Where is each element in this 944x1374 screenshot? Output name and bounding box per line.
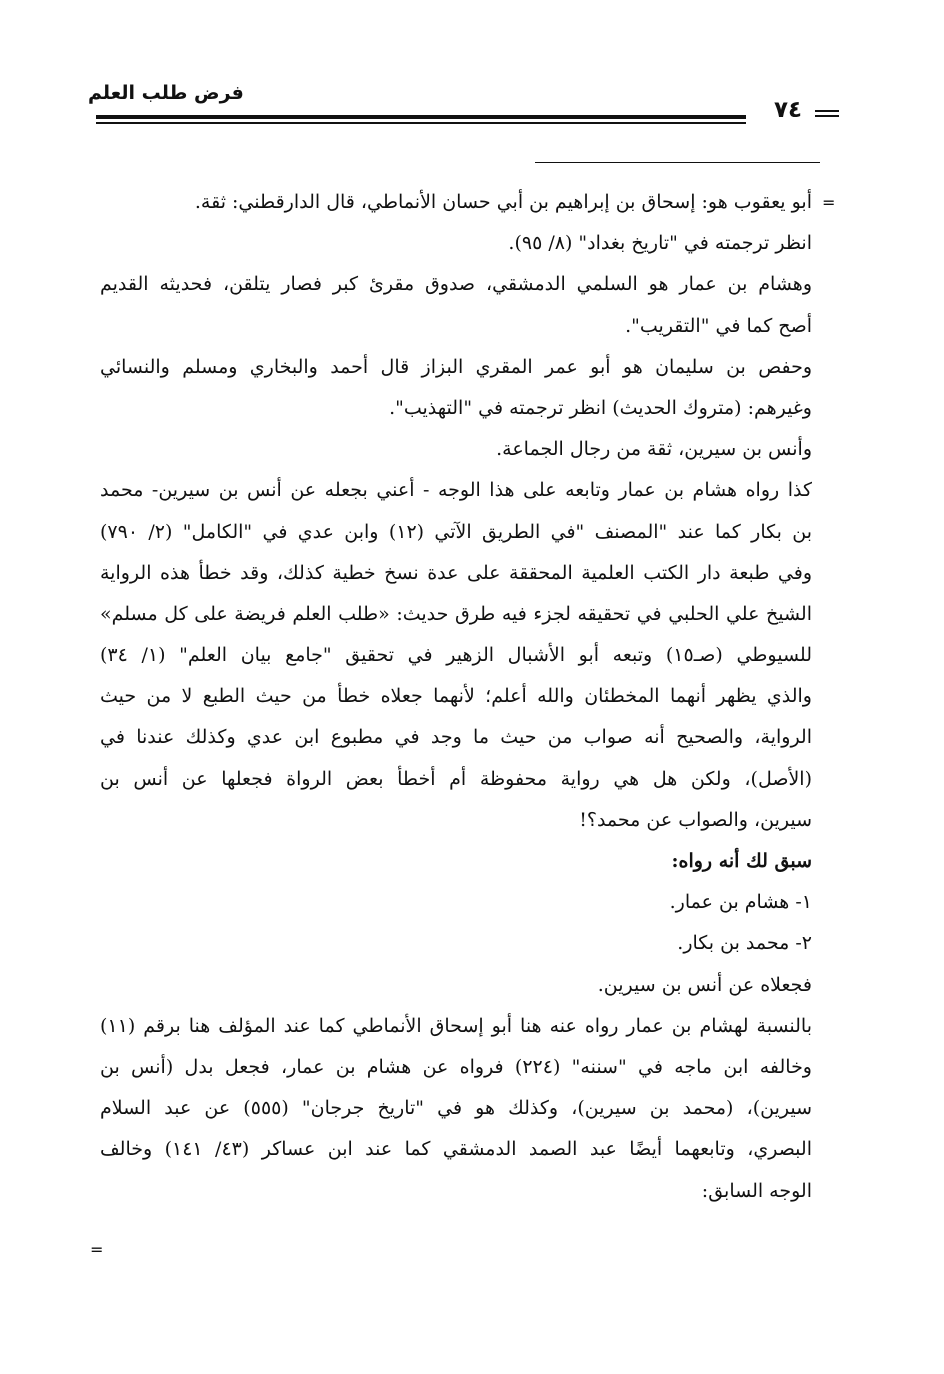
text-line: ٢- محمد بن بكار. <box>677 932 812 955</box>
text-line: والذي يظهر أنهما المخطئان والله أعلم؛ لأنهما جعلاه خطأ من حيث الطبع لا من حيث <box>100 685 812 708</box>
text-line: بالنسبة لهشام بن عمار رواه عنه هنا أبو إسحاق الأنماطي كما عند المؤلف هنا برقم (١١) <box>100 1014 812 1037</box>
text-line: البصري، وتابعهما أيضًا عبد الصمد الدمشقي كما عند ابن عساكر (٤٣/ ١٤١) وخالف <box>100 1138 812 1161</box>
continuation-mark-bottom: = <box>90 1240 104 1259</box>
text-line: وهشام بن عمار هو السلمي الدمشقي، صدوق مقرئ كبر فصار يتلقن، فحديثه القديم <box>100 273 812 296</box>
text-line: ١- هشام بن عمار. <box>669 891 812 914</box>
footnote-body <box>100 182 812 1212</box>
text-line: الرواية، والصحيح أنه صواب من حيث ما وجد في مطبوع ابن عدي وكذلك عندنا في <box>100 726 812 749</box>
text-line: سبق لك أنه رواه: <box>671 850 812 872</box>
text-line: أصح كما في "التقريب". <box>625 314 812 337</box>
header-rule-thin <box>96 122 746 124</box>
text-line: كذا رواه هشام بن عمار وتابعه على هذا الوجه - أعني بجعله عن أنس بن سيرين- محمد <box>100 479 812 502</box>
text-line: الوجه السابق: <box>701 1179 812 1202</box>
text-line: انظر ترجمته في "تاريخ بغداد" (٨/ ٩٥). <box>508 232 812 255</box>
continuation-mark-top: = <box>822 193 836 212</box>
text-line: وخالفه ابن ماجه في "سننه" (٢٢٤) فرواه عن هشام بن عمار، فجعل بدل (أنس بن <box>100 1055 812 1078</box>
text-line: فجعلاه عن أنس بن سيرين. <box>597 973 812 996</box>
running-head-title: فرض طلب العلم <box>88 82 244 104</box>
header-rule-thick <box>96 115 746 119</box>
page-number-dash <box>815 110 839 117</box>
text-line: بن بكار كما عند "المصنف "في الطريق الآتي (١٢) وابن عدي في "الكامل" (٢/ ٧٩٠) <box>100 520 812 543</box>
text-line: أبو يعقوب هو: إسحاق بن إبراهيم بن أبي حسان الأنماطي، قال الدارقطني: ثقة. <box>194 191 812 213</box>
page-number: ٧٤ <box>773 97 803 123</box>
text-line: وحفص بن سليمان هو أبو عمر المقري البزاز قال أحمد والبخاري ومسلم والنسائي <box>100 355 812 378</box>
text-line: (الأصل)، ولكن هل هي رواية محفوظة أم أخطأ بعض الرواة فجعلها عن أنس بن <box>100 767 812 790</box>
text-line: سيرين)، (محمد بن سيرين)، وكذلك هو في "تاريخ جرجان" (٥٥٥) عن عبد السلام <box>100 1097 812 1120</box>
text-line: سيرين، والصواب عن محمد؟! <box>579 808 812 831</box>
text-line: وأنس بن سيرين، ثقة من رجال الجماعة. <box>496 438 812 461</box>
text-line: للسيوطي (صـ١٥) وتبعه أبو الأشبال الزهير في تحقيق "جامع بيان العلم" (١/ ٣٤) <box>100 644 812 667</box>
text-line: الشيخ علي الحلبي في تحقيقه لجزء فيه طرق حديث: «طلب العلم فريضة على كل مسلم» <box>100 602 812 625</box>
footnote-separator <box>535 162 820 163</box>
text-line: وغيرهم: (متروك الحديث) انظر ترجمته في "التهذيب". <box>389 396 812 419</box>
text-line: وفي طبعة دار الكتب العلمية المحققة على عدة نسخ خطية كذلك، وقد خطأ هذه الرواية <box>100 561 812 584</box>
